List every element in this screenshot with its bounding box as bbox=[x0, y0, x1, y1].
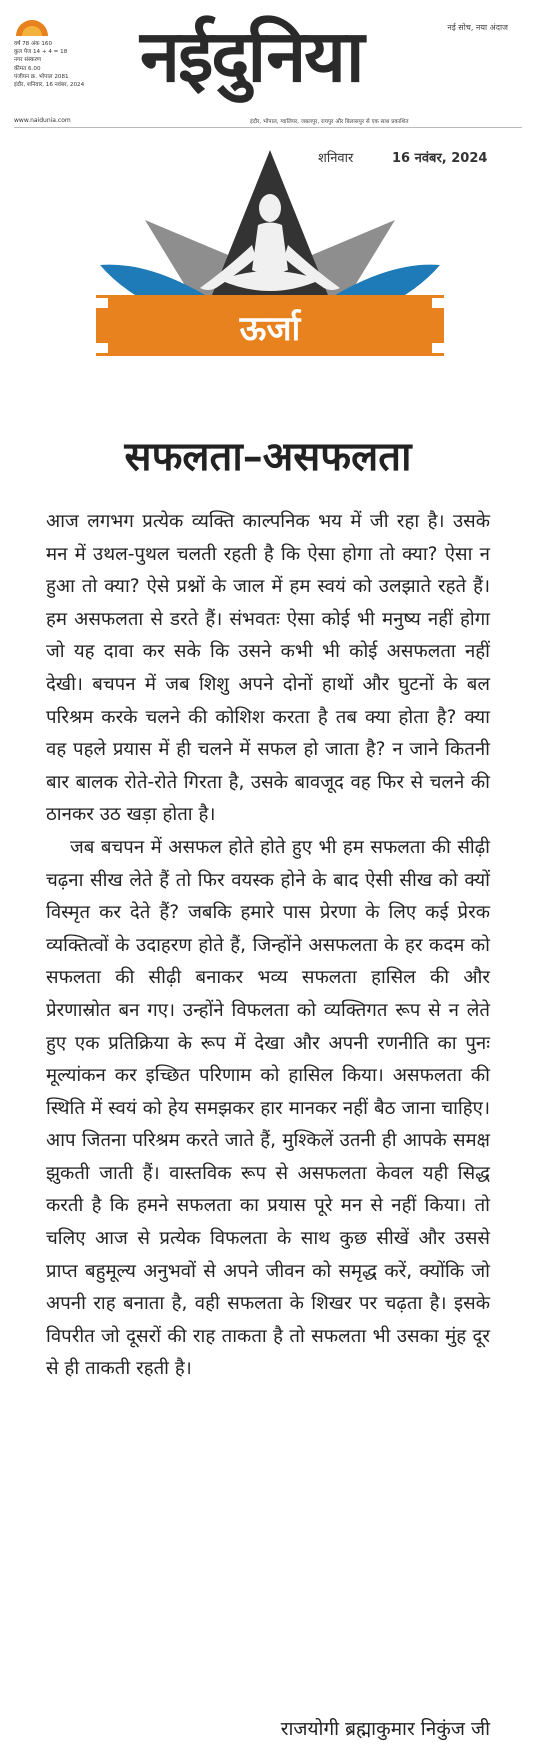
meta-line: नगर संस्करण bbox=[14, 57, 41, 64]
meta-line: पंजीयन क्र. भोपाल 2081 bbox=[14, 73, 69, 80]
masthead-divider bbox=[14, 127, 522, 128]
sun-logo-icon bbox=[14, 18, 50, 36]
article-author: राजयोगी ब्रह्माकुमार निकुंज जी bbox=[280, 1718, 490, 1740]
masthead-meta bbox=[14, 40, 144, 89]
editions-line: इंदौर, भोपाल, ग्वालियर, जबलपुर, रायपुर और बिलासपुर से एक साथ प्रकाशित bbox=[250, 119, 409, 125]
masthead bbox=[0, 0, 536, 128]
meta-line: इंदौर, शनिवार, 16 नवंबर, 2024 bbox=[14, 82, 85, 89]
newspaper-logo: नईदुनिया bbox=[140, 14, 363, 98]
urja-banner bbox=[90, 150, 450, 410]
meta-line: वर्ष 78 अंक 160 bbox=[14, 41, 53, 47]
article-paragraph: जब बचपन में असफल होते होते हुए भी हम सफलता की सीढ़ी चढ़ना सीख लेते हैं तो फिर वयस्क होने के बाद ऐसी सीख को क्यों विस्मृत कर देते हैं? जबकि हमारे पास प्रेरणा के लिए कई प्रेरक व्यक्तित्वों के उदाहरण होते हैं, जिन्होंने असफलता के हर कदम को सफलता की सीढ़ी बनाकर भव्य सफलता हासिल की और प्रेरणास्रोत बन गए। उन्होंने विफलता को व्यक्तिगत रूप से न लेते हुए एक प्रतिक्रिया के रूप में देखा और अपनी रणनीति का पुनः मूल्यांकन कर इच्छित परिणाम को हासिल किया। असफलता की स्थिति में स्वयं को हेय समझकर हार मानकर नहीं बैठ जाना चाहिए। आप जितना परिश्रम करते जाते हैं, मुश्किलें उतनी ही आपके समक्ष झुकती जाती हैं। वास्तविक रूप से असफलता केवल यही सिद्ध करती है कि हमने सफलता का प्रयास पूरे मन से नहीं किया। तो चलिए आज से प्रत्येक विफलता के साथ कुछ सीखें और उससे प्राप्त बहुमूल्य अनुभवों से अपने जीवन को समृद्ध करें, क्योंकि जो अपनी राह बनाता है, वही सफलता के शिखर पर चढ़ता है। इसके विपरीत जो दूसरों की राह ताकता है तो सफलता भी उसका मुंह दूर से ही ताकती रहती है। bbox=[46, 836, 490, 1380]
tagline: नई सोच, नया अंदाज bbox=[447, 23, 508, 32]
day-label: शनिवार bbox=[318, 151, 354, 166]
website-link[interactable]: www.naidunia.com bbox=[14, 117, 71, 124]
date-label: 16 नवंबर, 2024 bbox=[392, 151, 488, 166]
article-headline: सफलता–असफलता bbox=[124, 433, 412, 480]
meditating-figure-icon bbox=[200, 194, 340, 291]
banner-label: ऊर्जा bbox=[239, 309, 301, 349]
article-paragraph: आज लगभग प्रत्येक व्यक्ति काल्पनिक भय में जी रहा है। उसके मन में उथल-पुथल चलती रहती है कि ऐसा होगा तो क्या? ऐसा न हुआ तो क्या? ऐसे प्रश्नों के जाल में हम स्वयं को उलझाते रहते हैं। हम असफलता से डरते हैं। संभवतः ऐसा कोई भी मनुष्य नहीं होगा जो यह दावा कर सके कि उसने कभी भी कोई असफलता नहीं देखी। बचपन में जब शिशु अपने दोनों हाथों और घुटनों के बल परिश्रम करके चलने की कोशिश करता है तब क्या होता है? क्या वह पहले प्रयास में ही चलने में सफल हो जाता है? न जाने कितनी बार बालक रोते-रोते गिरता है, उसके बावजूद वह फिर से चलने की ठानकर उठ खड़ा होता है। bbox=[46, 511, 490, 826]
meta-line: कीमत 6.00 bbox=[14, 65, 41, 72]
meta-line: कुल पेज 14 + 4 = 18 bbox=[14, 49, 68, 56]
article-body bbox=[46, 506, 490, 1386]
